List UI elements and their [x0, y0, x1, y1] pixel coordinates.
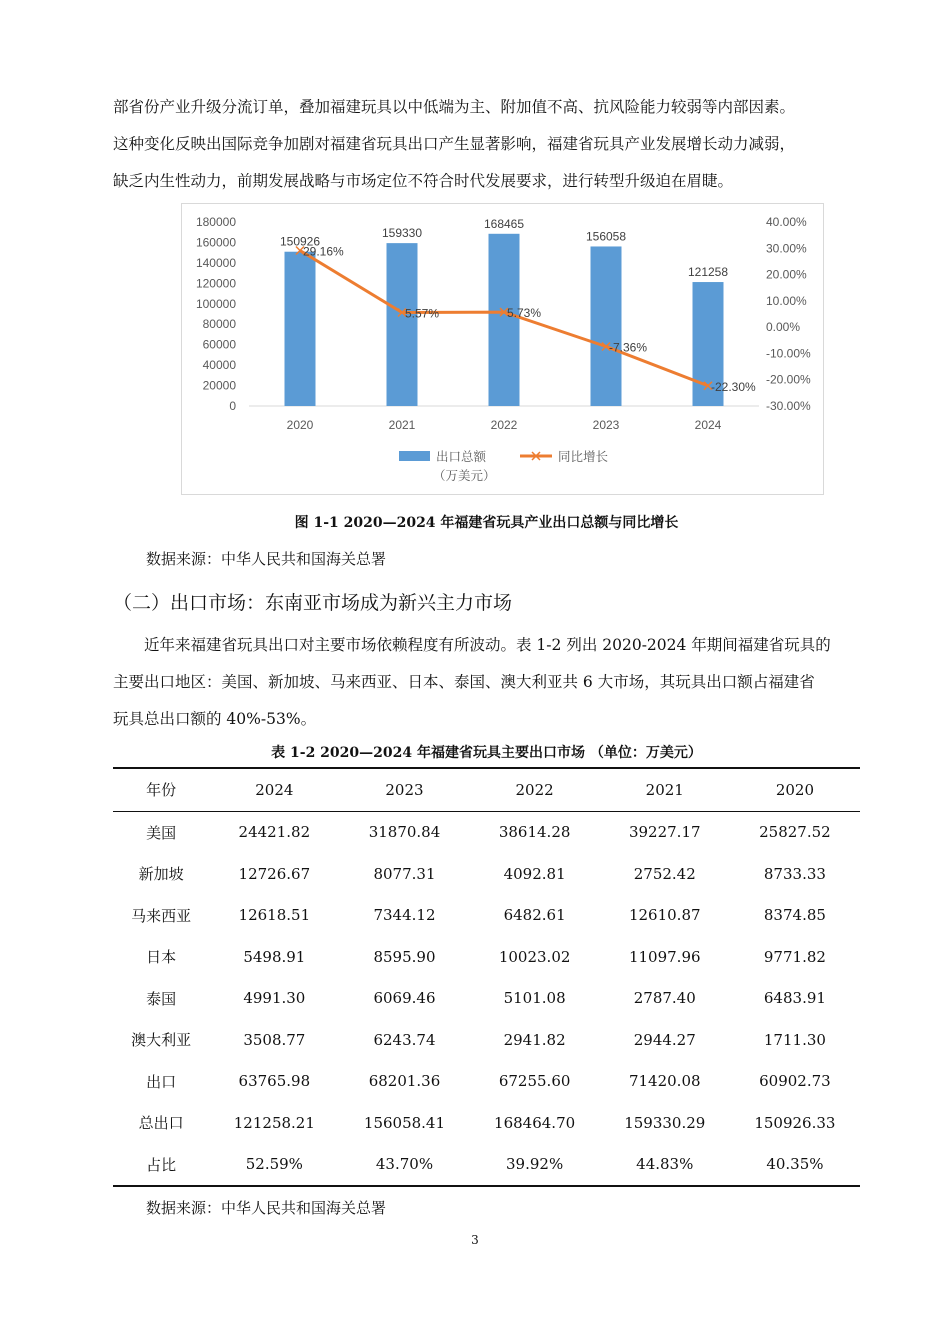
table-body	[113, 811, 860, 1186]
x-tick-label: 2021	[388, 418, 416, 432]
table-cell: 63765.98	[238, 1072, 311, 1091]
table-cell: 8374.85	[763, 906, 826, 925]
table-cell: 159330.29	[624, 1113, 706, 1132]
table-cell: 泰国	[146, 989, 177, 1008]
y-right-tick-label: -10.00%	[766, 346, 811, 361]
table-cell: 总出口	[138, 1114, 184, 1133]
y-right-tick-label: 0.00%	[766, 320, 801, 335]
x-tick-label: 2024	[694, 418, 722, 432]
y-left-tick-label: 40000	[202, 358, 236, 373]
export-chart-svg	[182, 204, 825, 496]
table-header-cell: 年份	[146, 781, 177, 800]
table-cell: 新加坡	[138, 865, 184, 884]
table-cell: 6482.61	[503, 906, 566, 925]
table-cell: 3508.77	[243, 1030, 306, 1049]
table-cell: 8733.33	[763, 864, 826, 883]
table-cell: 68201.36	[368, 1072, 441, 1091]
table-cell: 5498.91	[243, 947, 306, 966]
table-row	[113, 1144, 860, 1187]
table-cell: 60902.73	[759, 1072, 831, 1091]
y-left-tick-label: 0	[229, 399, 236, 413]
table-cell: 4092.81	[503, 864, 566, 883]
line-data-label: 5.73%	[507, 306, 542, 321]
line-data-label: -7.36%	[609, 340, 648, 355]
y-right-tick-label: 20.00%	[766, 267, 807, 282]
table-cell: 5101.08	[503, 989, 566, 1008]
table-cell: 12610.87	[628, 906, 701, 925]
page-number: 3	[471, 1233, 479, 1247]
bar-data-label: 159330	[381, 226, 423, 241]
y-left-tick-label: 80000	[202, 317, 236, 332]
table-cell: 澳大利亚	[131, 1031, 192, 1050]
table-cell: 8595.90	[373, 947, 436, 966]
y-left-tick-label: 60000	[202, 337, 236, 352]
y-right-tick-label: 30.00%	[766, 241, 807, 256]
table-cell: 156058.41	[363, 1113, 446, 1132]
table-header-cell: 2024	[255, 780, 294, 799]
table-cell: 52.59%	[245, 1155, 303, 1174]
y-right-tick-label: -30.00%	[766, 399, 811, 413]
table-row	[113, 978, 860, 1020]
intro-paragraph	[113, 89, 860, 200]
y-left-tick-label: 160000	[195, 235, 236, 250]
table-caption: 表 1-2 2020—2024 年福建省玩具主要出口市场 （单位：万美元）	[271, 745, 702, 761]
table-cell: 9771.82	[763, 947, 826, 966]
bar	[285, 252, 316, 406]
table-cell: 38614.28	[498, 823, 571, 842]
intro-line: 缺乏内生性动力，前期发展战略与市场定位不符合时代发展要求，进行转型升级迫在眉睫。	[113, 172, 734, 190]
table-row	[113, 895, 860, 937]
table-cell: 2944.27	[633, 1030, 696, 1049]
table-cell: 1711.30	[763, 1030, 826, 1049]
table-cell: 71420.08	[628, 1072, 701, 1091]
legend-bar-unit: （万美元）	[433, 469, 496, 483]
table-row	[113, 811, 860, 853]
table-cell: 8077.31	[373, 864, 436, 883]
table-cell: 11097.96	[628, 947, 701, 966]
table-cell: 24421.82	[238, 823, 311, 842]
figure-caption: 图 1-1 2020—2024 年福建省玩具产业出口总额与同比增长	[294, 515, 679, 531]
table-header-row	[113, 768, 860, 811]
bar	[387, 243, 418, 406]
legend-bar-swatch	[399, 451, 430, 461]
export-chart	[181, 203, 824, 495]
body-line: 主要出口地区：美国、新加坡、马来西亚、日本、泰国、澳大利亚共 6 大市场，其玩具出口额占福建省	[113, 673, 815, 691]
x-tick-label: 2020	[286, 418, 314, 432]
table-cell: 2752.42	[633, 864, 696, 883]
y-left-tick-label: 120000	[195, 276, 236, 291]
table-cell: 43.70%	[375, 1155, 434, 1174]
bar-data-label: 156058	[585, 229, 627, 244]
table-cell: 25827.52	[759, 823, 831, 842]
bar	[591, 246, 622, 406]
bar-data-label: 150926	[279, 234, 321, 249]
line-data-label: -22.30%	[711, 379, 756, 394]
table-row	[113, 936, 860, 978]
intro-line: 部省份产业升级分流订单，叠加福建玩具以中低端为主、附加值不高、抗风险能力较弱等内部因素。	[113, 98, 796, 116]
y-left-tick-label: 140000	[195, 255, 236, 270]
table-cell: 40.35%	[766, 1155, 824, 1174]
x-tick-label: 2022	[490, 418, 518, 432]
table-cell: 6483.91	[763, 989, 826, 1008]
table-header-cell: 2023	[385, 780, 424, 799]
line-data-label: 5.57%	[405, 306, 440, 321]
table-header-cell: 2022	[515, 780, 554, 799]
table-cell: 7344.12	[373, 906, 436, 925]
table-cell: 2941.82	[503, 1030, 566, 1049]
table-cell: 31870.84	[368, 823, 441, 842]
table-header-cell: 2020	[775, 780, 814, 799]
y-left-tick-label: 100000	[195, 296, 236, 311]
export-market-table	[113, 767, 860, 1187]
bar-data-label: 121258	[687, 265, 729, 280]
legend-line-label: 同比增长	[558, 450, 609, 464]
legend-bar-label: 出口总额	[436, 450, 487, 464]
table-row	[113, 1102, 860, 1144]
bar-data-label: 168465	[483, 216, 525, 231]
table-cell: 6069.46	[373, 989, 436, 1008]
table-cell: 日本	[146, 948, 177, 967]
x-tick-label: 2023	[592, 418, 620, 432]
table-row	[113, 1061, 860, 1103]
table-cell: 美国	[146, 823, 177, 842]
table-cell: 39227.17	[628, 823, 701, 842]
table-cell: 6243.74	[373, 1030, 436, 1049]
data-source: 数据来源：中华人民共和国海关总署	[146, 1199, 387, 1217]
table-cell: 12726.67	[238, 864, 311, 883]
table-cell: 出口	[146, 1072, 177, 1091]
table-cell: 12618.51	[238, 906, 311, 925]
body-paragraph	[113, 627, 860, 738]
table-cell: 39.92%	[506, 1155, 564, 1174]
table-cell: 121258.21	[233, 1113, 315, 1132]
table-cell: 10023.02	[498, 947, 571, 966]
y-right-tick-label: -20.00%	[766, 372, 811, 387]
table-row	[113, 1019, 860, 1061]
section-heading: （二）出口市场：东南亚市场成为新兴主力市场	[113, 592, 513, 614]
table-cell: 67255.60	[498, 1072, 571, 1091]
y-right-tick-label: 10.00%	[766, 293, 807, 308]
table-cell: 44.83%	[636, 1155, 694, 1174]
line-data-label: 29.16%	[303, 244, 344, 259]
body-line: 近年来福建省玩具出口对主要市场依赖程度有所波动。表 1-2 列出 2020-2024 年期间福建省玩具的	[144, 636, 831, 654]
table-row	[113, 853, 860, 895]
table-cell: 4991.30	[243, 989, 306, 1008]
table-cell: 占比	[146, 1155, 177, 1174]
body-line: 玩具总出口额的 40%-53%。	[113, 710, 317, 728]
table-cell: 马来西亚	[131, 906, 192, 925]
table-cell: 168464.70	[494, 1113, 576, 1132]
table-header-cell: 2021	[645, 780, 684, 799]
intro-line: 这种变化反映出国际竞争加剧对福建省玩具出口产生显著影响，福建省玩具产业发展增长动力减弱，	[113, 135, 796, 153]
data-source: 数据来源：中华人民共和国海关总署	[146, 550, 387, 568]
table-cell: 2787.40	[633, 989, 696, 1008]
y-right-tick-label: 40.00%	[766, 215, 807, 229]
y-left-tick-label: 20000	[202, 378, 236, 393]
table-cell: 150926.33	[754, 1113, 836, 1132]
y-left-tick-label: 180000	[195, 215, 236, 229]
